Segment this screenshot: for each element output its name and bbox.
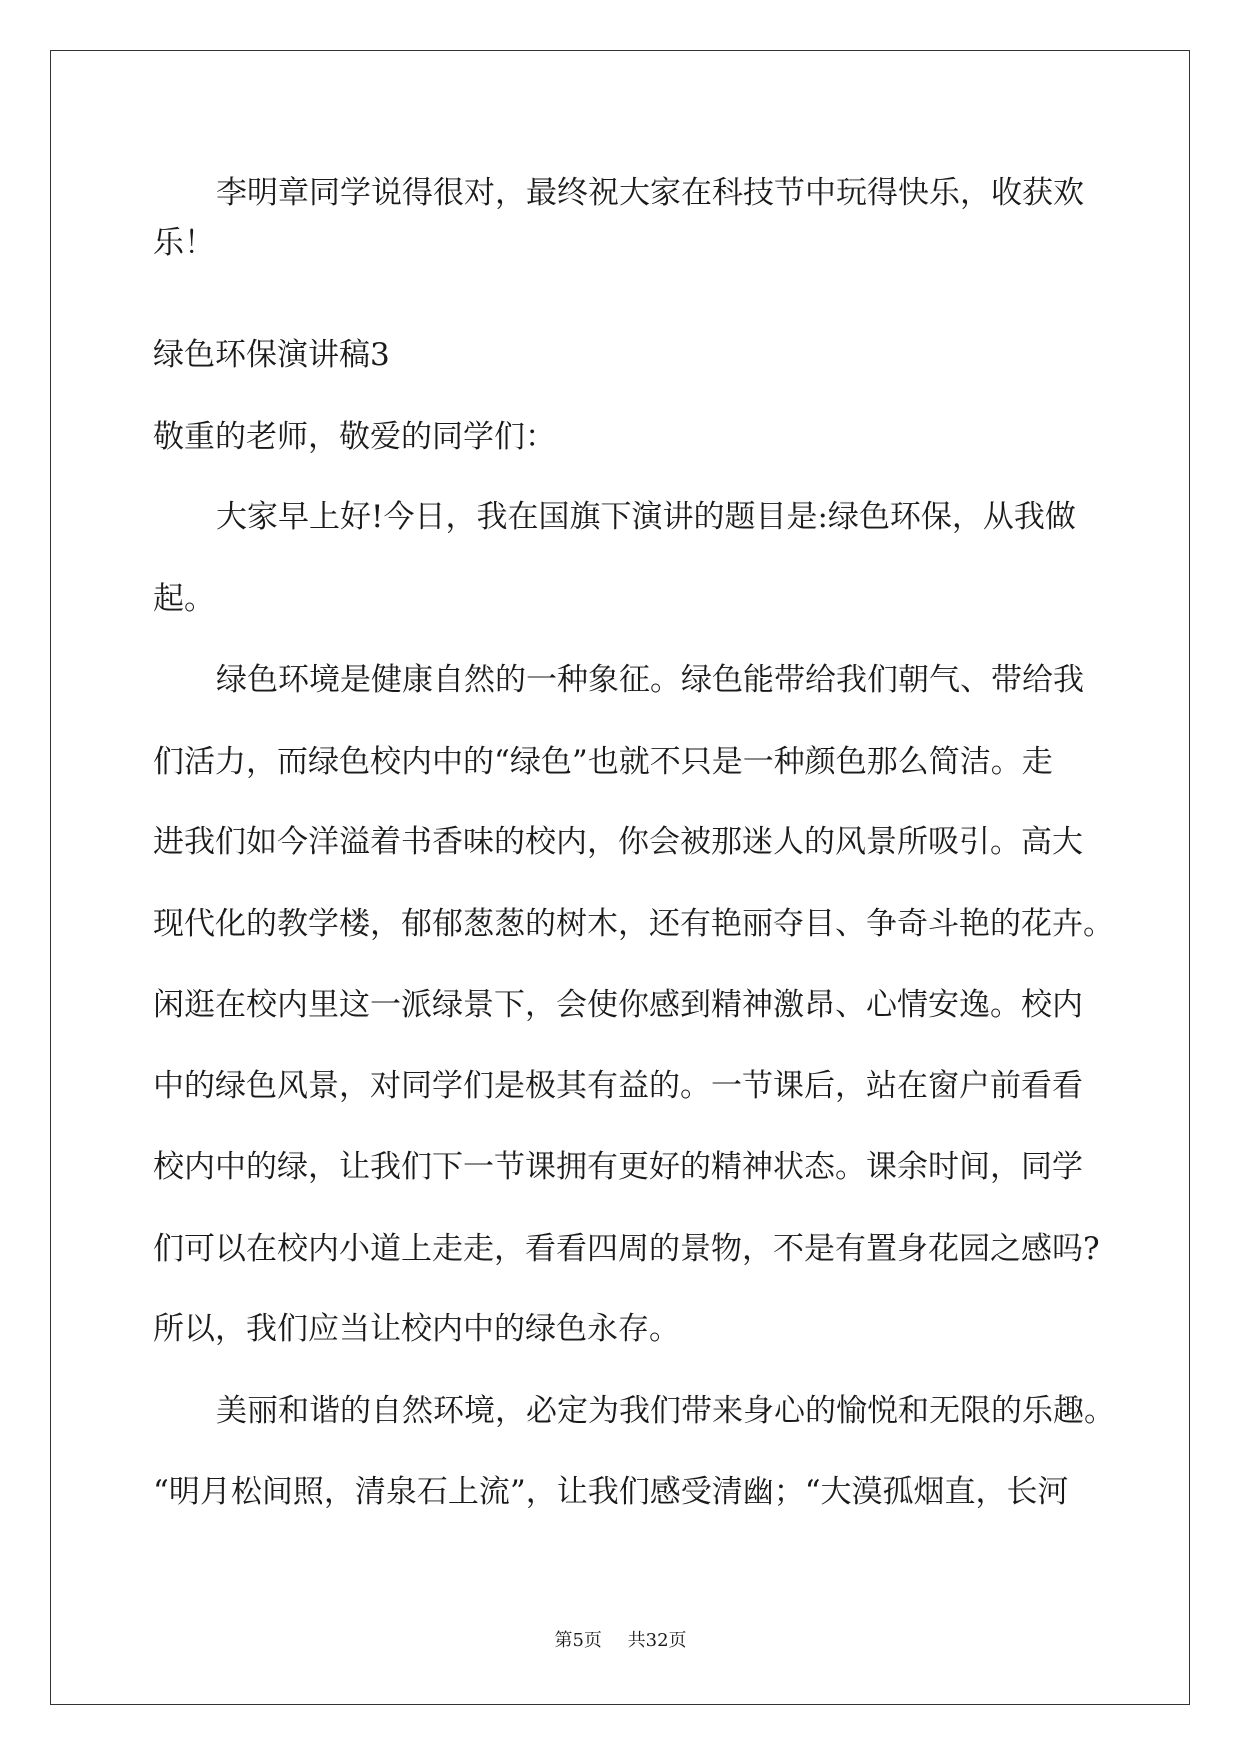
paragraph-line: 校内中的绿，让我们下一节课拥有更好的精神状态。课余时间，同学	[153, 1149, 1083, 1185]
paragraph-line: 绿色环境是健康自然的一种象征。绿色能带给我们朝气、带给我	[216, 662, 1084, 698]
paragraph-line: 闲逛在校内里这一派绿景下，会使你感到精神激昂、心情安逸。校内	[153, 987, 1083, 1023]
speech-title: 绿色环保演讲稿3	[153, 337, 390, 373]
paragraph-line: 进我们如今洋溢着书香味的校内，你会被那迷人的风景所吸引。高大	[153, 824, 1083, 860]
paragraph-line: 所以，我们应当让校内中的绿色永存。	[153, 1311, 680, 1347]
paragraph-line: 李明章同学说得很对，最终祝大家在科技节中玩得快乐，收获欢	[216, 175, 1084, 211]
paragraph-line: “明月松间照，清泉石上流”，让我们感受清幽；“大漠孤烟直，长河	[153, 1474, 1069, 1510]
paragraph-line: 大家早上好!今日，我在国旗下演讲的题目是:绿色环保，从我做	[216, 499, 1076, 535]
page-border	[50, 50, 1190, 1705]
total-page-count: 共32页	[627, 1630, 687, 1651]
paragraph-line: 现代化的教学楼，郁郁葱葱的树木，还有艳丽夺目、争奇斗艳的花卉。	[153, 906, 1114, 942]
page-footer	[0, 1630, 1241, 1652]
paragraph-line: 们可以在校内小道上走走，看看四周的景物，不是有置身花园之感吗?	[153, 1231, 1100, 1267]
paragraph-line: 起。	[153, 581, 215, 617]
paragraph-line: 们活力，而绿色校内中的“绿色”也就不只是一种颜色那么简洁。走	[153, 744, 1053, 780]
current-page-number: 第5页	[554, 1630, 602, 1651]
paragraph-line: 中的绿色风景，对同学们是极其有益的。一节课后，站在窗户前看看	[153, 1068, 1083, 1104]
paragraph-line: 乐！	[153, 225, 215, 261]
paragraph-line: 美丽和谐的自然环境，必定为我们带来身心的愉悦和无限的乐趣。	[216, 1393, 1115, 1429]
salutation: 敬重的老师，敬爱的同学们：	[153, 419, 556, 455]
